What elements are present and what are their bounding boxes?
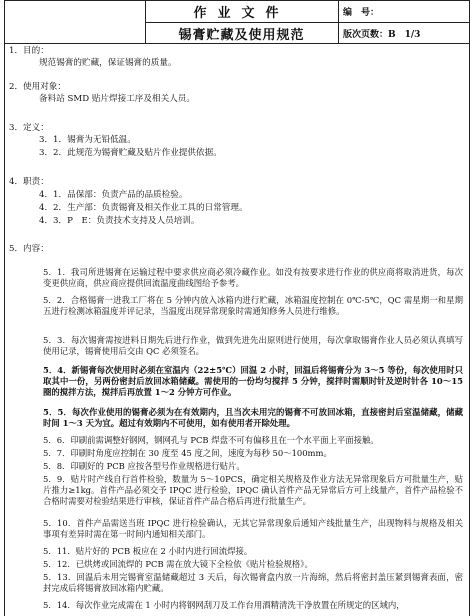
content-item-5-4: 5．4．新锡膏每次使用时必须在室温内（22±5℃）回温 2 小时，回温后将锡膏分为 3～5 等份，每次使用时只取其中一份，另两份密封后放回冰箱储藏。需使用的一份均匀搅拌 5 分钟，搅拌时需顺时针及逆时针各 10～15 圈的搅拌方法，搅拌后再放置 1～2 分钟方可作业。 xyxy=(43,365,463,397)
content-item-5-8: 5．8．印刷好的 PCB 应按各型号作业规格进行贴片。 xyxy=(43,461,245,471)
section-purpose-text: 规范锡膏的贮藏，保证锡膏的质量。 xyxy=(39,58,177,68)
content-item-5-13: 5．13．回温后未用完锡膏室温储藏超过 3 天后，每次锡膏盒内放一片海绵，然后将密封盖压紧到锡膏表面，密封完成后将锡膏放回冰箱内贮藏。 xyxy=(43,572,463,593)
content-item-5-3: 5．3．每次锡膏需按进料日期先后进行作业，做到先进先出原则进行使用，每次拿取锡膏作业人员必须认真填写使用记录，锡膏使用后交由 QC 必须签名。 xyxy=(43,335,463,356)
content-item-5-7: 5．7．印刷时角度应控制在 30 度至 45 度之间，速度为每秒 50～100mm。 xyxy=(43,448,332,458)
content-item-5-5: 5．5．每次作业使用的锡膏必须为在有效期内，且当次未用完的锡膏不可放回冰箱，直接密封后室温储藏，储藏时间 1～3 天为宜。超过有效期内不可使用，如有使用者开除处理。 xyxy=(43,407,464,428)
content-item-5-11: 5．11．贴片好的 PCB 板应在 2 小时内进行回流焊接。 xyxy=(43,546,253,556)
document-number-label: 编 号： xyxy=(343,8,380,18)
section-content-heading: 5．内容： xyxy=(9,244,49,254)
content-item-5-2: 5．2．合格锡膏一进我工厂将在 5 分钟内放入冰箱内进行贮藏，冰箱温度控制在 0℃-5℃，QC 需星期一和星期五进行检测冰箱温度并评记录，当温度出现异常现象时需通知修务人员进行维修。 xyxy=(43,295,463,316)
document-type: 作业文件 xyxy=(193,6,290,21)
section-scope-heading: 2．使用对象： xyxy=(9,82,67,92)
content-item-5-10: 5．10．首件产品需送当班 IPQC 进行检验确认，无其它异常现象后通知产线批量生产，出现物料与规格及相关事项有差异时需在第一时间内通知相关部门。 xyxy=(43,518,463,539)
section-scope-text: 备料站 SMD 贴片焊接工序及相关人员。 xyxy=(39,94,195,104)
content-item-5-6: 5．6．印刷前需调整好钢网，钢网孔与 PCB 焊盘不可有偏移且在一个水平面上平面接触。 xyxy=(43,435,379,445)
section-purpose-heading: 1．目的： xyxy=(9,46,49,56)
duty-item: 4．2．生产部：负责锡膏及相关作业工具的日常管理。 xyxy=(39,203,248,213)
document-header xyxy=(4,0,470,44)
version-page-label: 版次页数：B 1/3 xyxy=(343,30,421,40)
duty-item: 4．1．品保部：负责产品的品质检验。 xyxy=(39,190,188,200)
definition-item: 3．2．此规范为锡膏贮藏及贴片作业提供依据。 xyxy=(39,148,222,158)
definition-item: 3．1．锡膏为无铅低温。 xyxy=(39,135,136,145)
content-item-5-9: 5．9．贴片时产线自行首件检验，数量为 5～10PCS，确定相关规格及作业方法无异常现象后方可批量生产，贴片推力≥1kg。首件产品必须交予 IPQC 进行检验，IPQC 确认首件产品无异常后方可上线量产，首件产品检验不合格时需要对检验结果进行审核，保证首件产品合格后再进行批量生产。 xyxy=(43,474,463,506)
content-item-5-14: 5．14．每次作业完成需在 1 小时内将钢网刮刀及工作台用酒精清洗干净放置在所规定的区域内， xyxy=(43,600,405,610)
duty-item: 4．3．P E：负责技术支持及人员培训。 xyxy=(39,216,200,226)
document-page xyxy=(4,0,470,616)
section-duties-heading: 4．职责： xyxy=(9,177,49,187)
content-item-5-12: 5．12．已烘烤或回流焊的 PCB 需在放大镜下全检依《贴片检验规格》。 xyxy=(43,559,313,569)
document-body xyxy=(4,44,470,616)
document-title: 锡膏贮藏及使用规范 xyxy=(178,28,305,43)
section-definitions-heading: 3．定义： xyxy=(9,123,49,133)
content-item-5-1: 5．1．我司所进锡膏在运输过程中要求供应商必须冷藏作业。如没有按要求进行作业的供应商将取消进货，每次变更供应商，供应商应提供回流温度曲线图给予参考。 xyxy=(43,267,463,288)
